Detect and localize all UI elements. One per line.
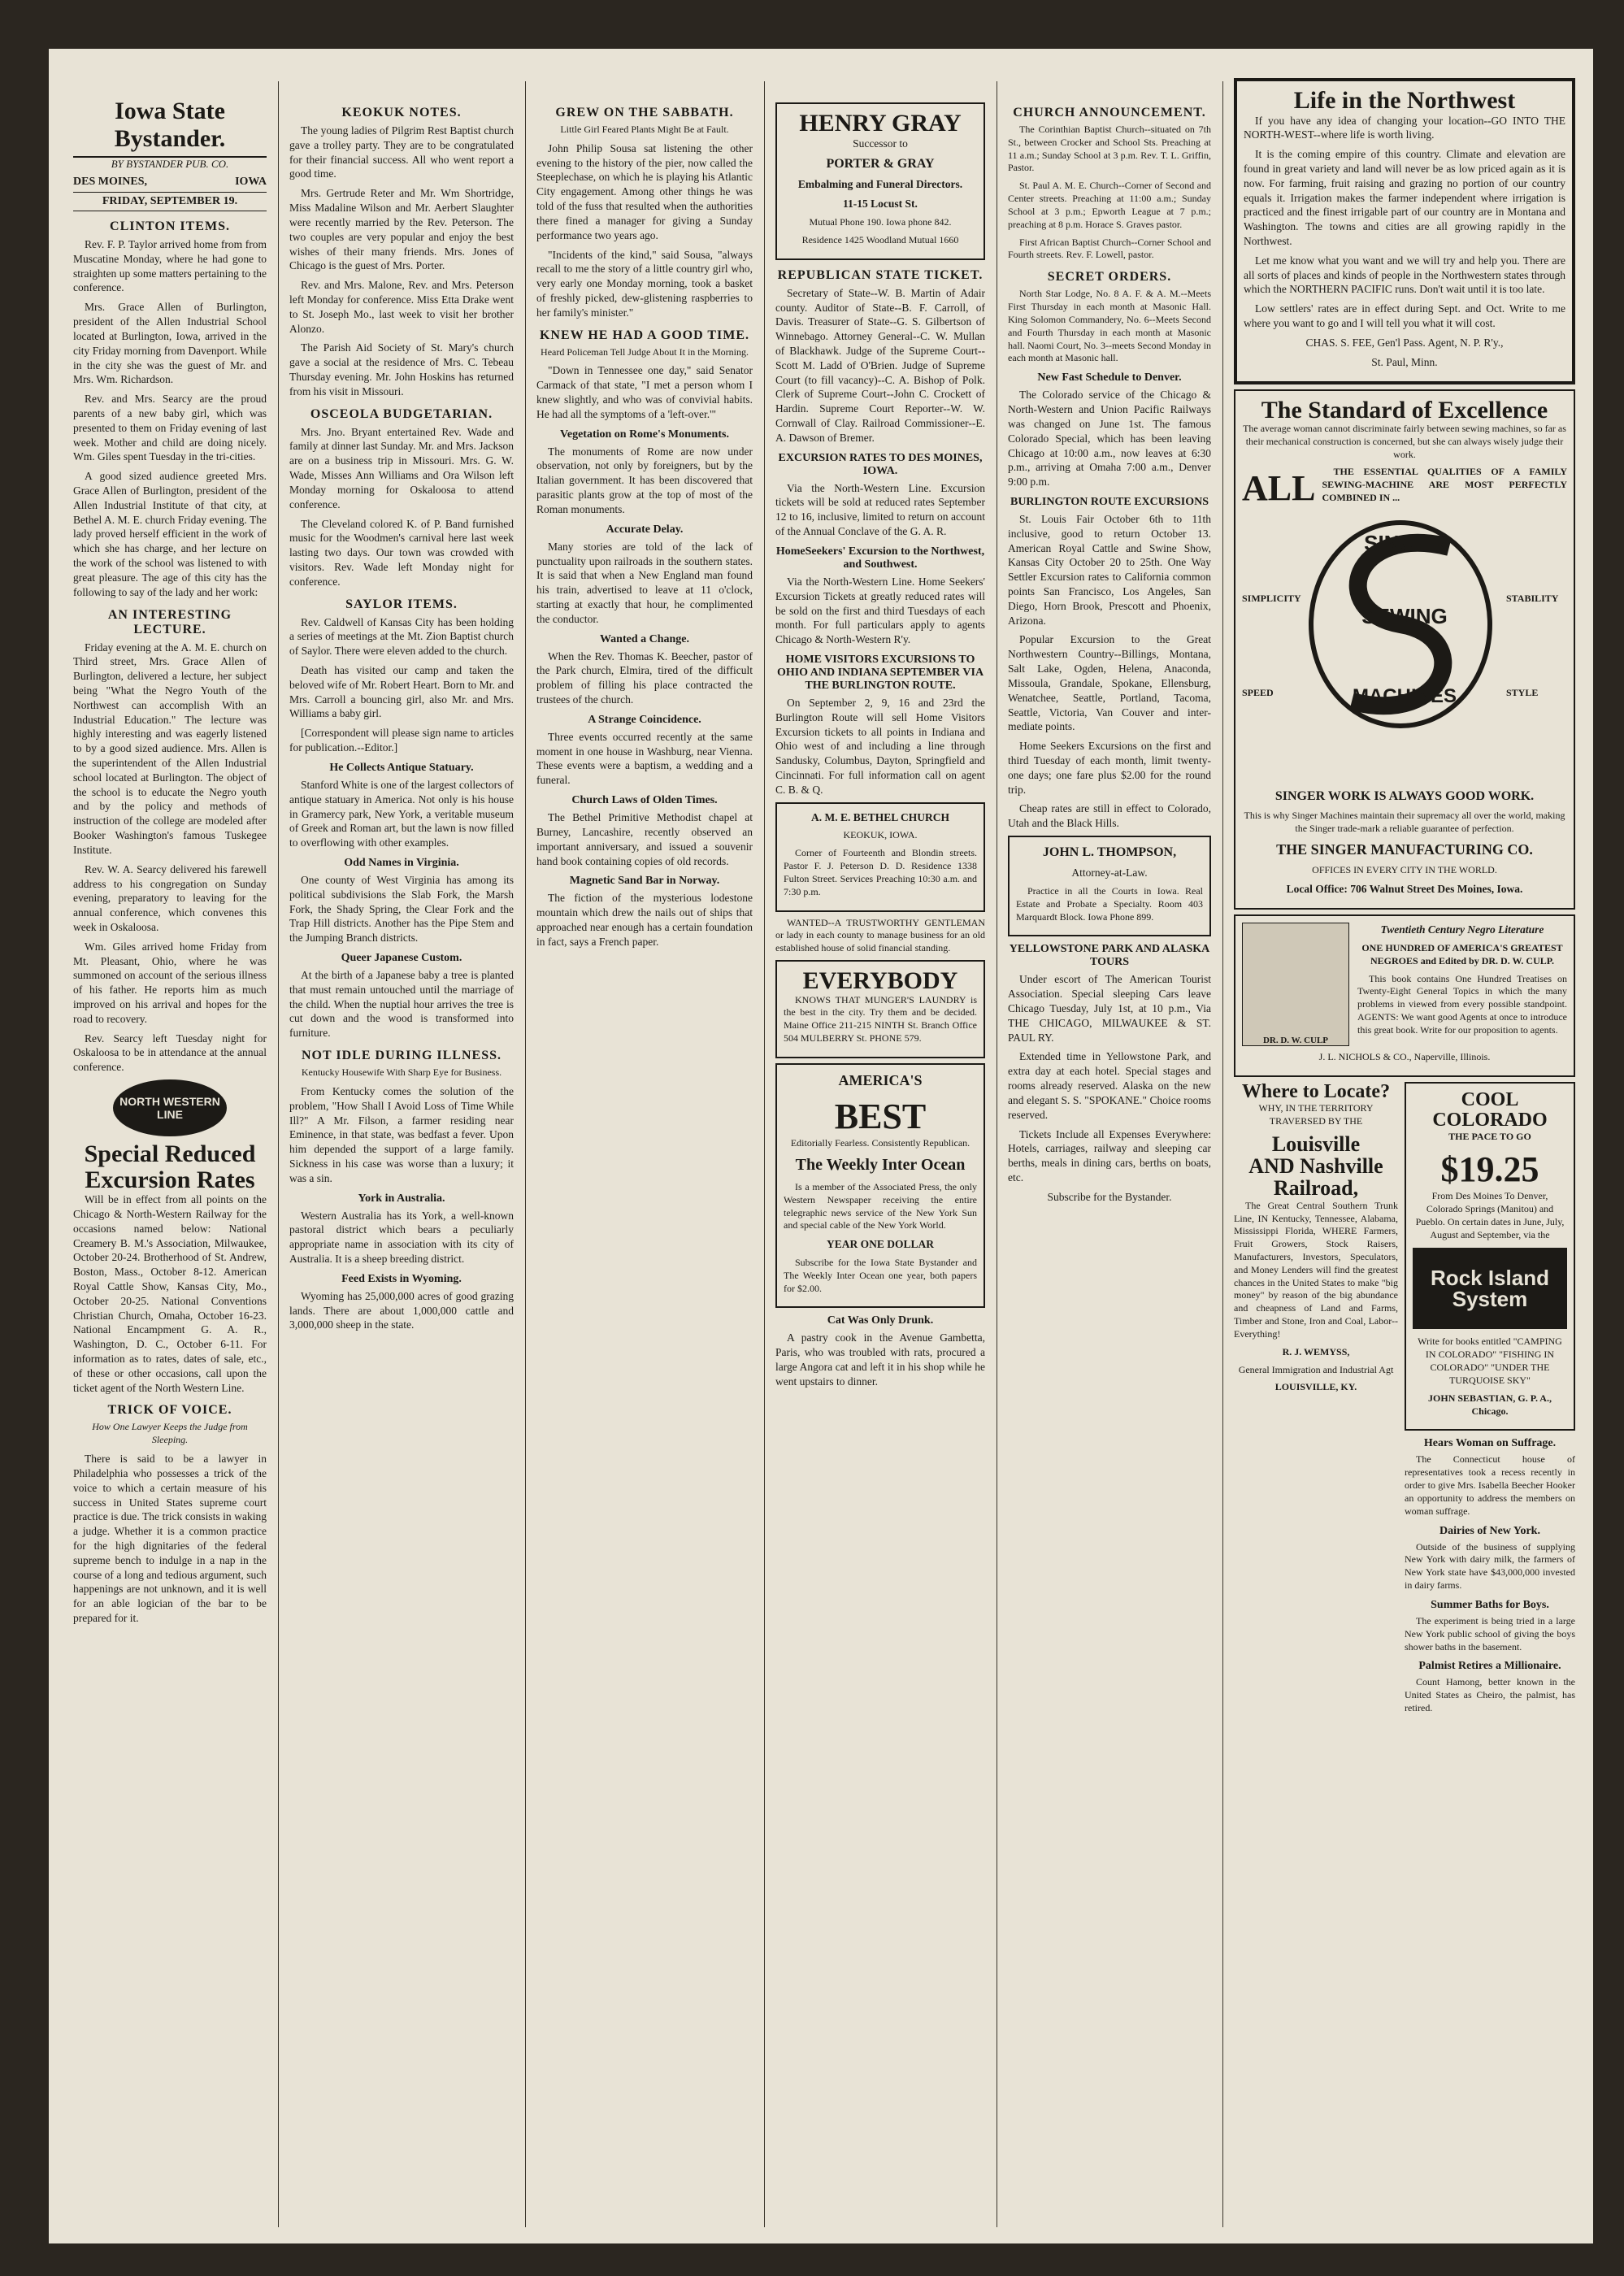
ad-intro: The average woman cannot discriminate fairly between sewing machines, so far as their mechanical construction is concerned, but she can always wisely judge their work. [1243, 423, 1566, 460]
news-item: "Down in Tennessee one day," said Senator Carmack of that state, "I met a person whom I knew slightly, and who was of convivial habits. He had all the symptoms of a 'left-over.'" [536, 364, 753, 420]
section-heading: Vegetation on Rome's Monuments. [560, 428, 729, 441]
ad-body: Is a member of the Associated Press, the only Western Newspaper receiving the entire telegraphic news service of the New York Sun and special cable of the New York World. [784, 1180, 977, 1231]
ad-quality: STABILITY [1506, 593, 1559, 605]
news-item: Mrs. Grace Allen of Burlington, president of the Allen Industrial School located at Burlington, Iowa, arrived in the city Friday morning from Davenport. While in the city she was the guest of Mr. and Mrs. Wm. Richardson. [73, 301, 267, 386]
ad-subtitle: WHY, IN THE TERRITORY TRAVERSED BY THE [1258, 1102, 1374, 1127]
section-heading: He Collects Antique Statuary. [329, 761, 474, 774]
ad-paper-name: The Weekly Inter Ocean [795, 1156, 966, 1175]
section-heading: Odd Names in Virginia. [344, 856, 459, 869]
news-item: The fiction of the mysterious lodestone mountain which drew the nails out of ships that approached near enough has a certain foundation in fact, says a French paper. [536, 892, 753, 948]
news-item: John Philip Sousa sat listening the other evening to the history of the pier, now called the Steeplechase, on which he is playing his Atlantic City engagement. Among other things he was told of the fuss that resulted when the authorities there fined a manager for giving a Sunday performance two years ago. [536, 141, 753, 241]
news-item: The Cleveland colored K. of P. Band furnished music for the Woodmen's carnival here last week lasting two days. Our town was crowded with visitors. Rev. Wade left Monday night for conference. [289, 517, 514, 588]
column-5 [1000, 98, 1219, 2227]
column-rule [764, 81, 765, 2227]
editor-note: [Correspondent will please sign name to articles for publication.--Editor.] [289, 727, 514, 754]
column-1 [65, 98, 275, 2227]
ad-title: AMERICA'S [838, 1071, 923, 1088]
section-heading: York in Australia. [358, 1192, 445, 1205]
news-item: From Kentucky comes the solution of the problem, "How Shall I Avoid Loss of Time While Ill?" A Mr. Filson, a farmer residing near Eminence, in that state, was bedfast a fever. Upon him depended the support of a large family. Sickness in his case was worse than a luxury; it was a sin. [289, 1084, 514, 1184]
ad-offer: YEAR ONE DOLLAR [826, 1238, 934, 1251]
portrait-image [1242, 923, 1349, 1046]
ad-signature: CHAS. S. FEE, Gen'l Pass. Agent, N. P. R'y., [1305, 336, 1504, 349]
ad-title: Where to Locate? [1241, 1080, 1391, 1102]
news-item: Outside of the business of supplying New York with dairy milk, the farmers of New York state have $43,000,000 invested in dairy farms. [1405, 1540, 1575, 1592]
section-heading: KNEW HE HAD A GOOD TIME. [539, 328, 750, 342]
section-heading: Hears Woman on Suffrage. [1423, 1437, 1557, 1450]
section-heading: Church Laws of Olden Times. [571, 794, 718, 807]
ad-body: KNOWS THAT MUNGER'S LAUNDRY is the best in the city. Try them and be decided. Maine Office 211-215 NINTH St. Branch Office 504 MULBERRY St. PHONE 579. [784, 993, 977, 1045]
section-heading: SAYLOR ITEMS. [345, 597, 458, 611]
section-heading: TRICK OF VOICE. [107, 1403, 232, 1418]
news-item: Mrs. Gertrude Reter and Mr. Wm Shortridge, Miss Madaline Wilson and Mr. Aerbert Slaughter were recently married by the Rev. Peterson. The two couples are very popular and enjoy the best wishes of their many friends. Mrs. Jones of Chicago is the guest of Mrs. Porter. [289, 187, 514, 272]
section-heading: NOT IDLE DURING ILLNESS. [302, 1049, 502, 1063]
section-heading: Dairies of New York. [1439, 1524, 1540, 1537]
news-item: A pastry cook in the Avenue Gambetta, Paris, who was troubled with rats, procured a large Angora cat and left it in his shop while he went upstairs to dinner. [775, 1331, 985, 1388]
news-item: Three events occurred recently at the same moment in one house in Washburg, near Vienna. These events were a baptism, a wedding and a funeral. [536, 730, 753, 787]
ad-signature: General Immigration and Industrial Agt [1238, 1363, 1394, 1375]
ad-quality: SIMPLICITY [1242, 593, 1301, 605]
ad-publisher: J. L. NICHOLS & CO., Naperville, Illinois. [1318, 1051, 1491, 1063]
excursion-ad-title: Special Reduced Excursion Rates [84, 1140, 256, 1193]
ad-body: From Des Moines To Denver, Colorado Springs (Manitou) and Pueblo. On certain dates in June, July, August and September, via the [1415, 1190, 1565, 1240]
masthead-state: IOWA [235, 176, 267, 188]
north-western-line-logo: NORTH WESTERN LINE [113, 1079, 227, 1136]
singer-logo-text: MACHINES [1352, 684, 1457, 707]
ad-line: Mutual Phone 190. Iowa phone 842. [809, 216, 952, 228]
news-item: Popular Excursion to the Great Northwestern Country--Billings, Montana, Salt Lake, Ogden, Helena, Anaconda, Missoula, Grandale, Spokane, Ellensburg, Wenatchee, Seattle, Portland, Tacoma, Seattle, Victoria, Van Couver and inter-mediate points. [1008, 633, 1211, 733]
subscribe-line: Subscribe for the Bystander. [1047, 1190, 1172, 1203]
news-item: At the birth of a Japanese baby a tree is planted that must remain untouched until the marriage of the child. When the nuptial hour arrives the tree is cut down and the wood is transformed into furniture. [289, 969, 514, 1040]
ad-title: The Standard of Excellence [1261, 396, 1548, 423]
news-item: The Bethel Primitive Methodist chapel at Burney, Lancashire, recently observed an important anniversary, and issued a souvenir hand book containing copies of old records. [536, 811, 753, 867]
news-item: On September 2, 9, 16 and 23rd the Burlington Route will sell Home Visitors Excursion tickets to all points in Indiana and Ohio west of and including a line through Sandusky, Columbus, Dayton, Springfield and Cincinnati. For full information call on agent C. B. & Q. [775, 696, 985, 796]
louisville-nashville-ad [1234, 1082, 1398, 1720]
northwest-ad [1234, 78, 1575, 384]
section-heading: HOME VISITORS EXCURSIONS TO OHIO AND INDIANA SEPTEMBER VIA THE BURLINGTON ROUTE. [776, 653, 984, 692]
ad-line: Residence 1425 Woodland Mutual 1660 [801, 233, 959, 245]
section-heading: REPUBLICAN STATE TICKET. [777, 267, 984, 282]
singer-ad [1234, 389, 1575, 910]
section-heading: SECRET ORDERS. [1047, 270, 1172, 284]
news-item: Home Seekers Excursions on the first and third Tuesday of each month, limit twenty-one days; one fare plus $2.00 for the round trip. [1008, 740, 1211, 796]
section-heading: A Strange Coincidence. [588, 713, 701, 726]
ad-body: It is the coming empire of this country. Climate and elevation are found in great variety and land will never be as low priced again as it is now. For farming, fruit raising and grazing no portion of our country equals it. Irrigation makes the farmer independent where irrigation is practiced and the finest irrigable part of our country are in Montana and Washington. The towns and cities are all growing rapidly in the Northwest. [1244, 148, 1565, 247]
ad-body: Let me know what you want and we will try and help you. There are all sorts of places and kinds of people in the Northwestern states through which the NORTHERN PACIFIC runs. Don't wait until it is too late. [1244, 254, 1565, 296]
masthead-publisher: BY BYSTANDER PUB. CO. [111, 158, 229, 170]
ad-title: COOL COLORADO [1432, 1088, 1548, 1131]
section-heading: BURLINGTON ROUTE EXCURSIONS [1010, 495, 1209, 508]
masthead-city: DES MOINES, [73, 176, 148, 188]
section-subheading: Little Girl Feared Plants Might Be at Fault. [560, 124, 729, 135]
ad-qualities: THE ESSENTIAL QUALITIES OF A FAMILY SEWING-MACHINE ARE MOST PERFECTLY COMBINED IN ... [1322, 466, 1567, 504]
news-item: Tickets Include all Expenses Everywhere: Hotels, carriages, railway and sleeping car berths, meals in dining cars, berths on boats, etc. [1008, 1127, 1211, 1184]
ad-line: Embalming and Funeral Directors. [797, 178, 963, 191]
newspaper-page [49, 49, 1593, 2243]
ad-body: This book contains One Hundred Treatises on Twenty-Eight General Topics in which the many problems in viewed from every possible standpoint. AGENTS: We want good Agents at once to introduce this great book. Write for our proposition to agents. [1357, 972, 1567, 1036]
portrait-caption: DR. D. W. CULP [1262, 1036, 1329, 1046]
news-item: Friday evening at the A. M. E. church on Third street, Mrs. Grace Allen of Burlington, delivered a lecture, her subject being "What the Negro Youth of the Northwest can accomplish With an Industrial Education." The lecture was highly interesting and was eagerly listened to by a good sized audience. Mrs. Allen is the superintendent of the Allen Industrial school located at Burlington. The object of the school is to educate the Negro youth and by the policy and methods of instruction of the college are modeled after Booker Washington's famous Tuskegee Institute. [73, 641, 267, 856]
church-listing: The Corinthian Baptist Church--situated on 7th St., between Crocker and School Sts. Preaching at 11 a.m.; Sunday School at 3 p.m. Rev. T. L. Griffin, Pastor. [1008, 124, 1211, 174]
section-subheading: How One Lawyer Keeps the Judge from Sleeping. [92, 1421, 248, 1446]
lodge-listing: North Star Lodge, No. 8 A. F. & A. M.--Meets First Thursday in each month at Masonic Hall. King Solomon Commandery, No. 6--Meets Second and Fourth Thursday in each month at Masonic hall. Naomi Court, No. 3--meets Second Monday in each month at Masonic hall. [1008, 288, 1211, 364]
railroad-name: AND Nashville [1248, 1154, 1383, 1179]
section-subheading: Heard Policeman Tell Judge About It in the Morning. [541, 345, 749, 358]
rock-island-logo: Rock Island System [1413, 1248, 1567, 1329]
section-heading: HomeSeekers' Excursion to the Northwest, and Southwest. [775, 545, 985, 571]
news-item: "Incidents of the kind," said Sousa, "always recall to me the story of a little country girl who, very early one Monday morning, took a basket of freshly picked, dew-glistening raspberries to her family's minister." [536, 248, 753, 319]
news-item: The monuments of Rome are now under observation, not only by foreigners, but by the Italian government. It has been discovered that parasitic plants grow at the top of most of the Roman monuments. [536, 445, 753, 515]
ad-price: $19.25 [1440, 1149, 1539, 1190]
section-heading: GREW ON THE SABBATH. [555, 106, 734, 119]
section-heading: CHURCH ANNOUNCEMENT. [1013, 106, 1206, 119]
ad-title: JOHN L. THOMPSON, [1042, 845, 1177, 859]
ad-title: HENRY GRAY [799, 110, 962, 137]
news-item: The Parish Aid Society of St. Mary's church gave a social at the residence of Mrs. C. Tebeau Thursday evening. Mr. John Hoskins has returned from his visit in Missouri. [289, 341, 514, 397]
masthead-title: Iowa State Bystander. [73, 98, 267, 158]
henry-gray-ad [775, 102, 985, 260]
ad-signature: JOHN SEBASTIAN, G. P. A., Chicago. [1428, 1392, 1552, 1417]
ad-title: EVERYBODY [802, 967, 958, 995]
section-subheading: Kentucky Housewife With Sharp Eye for Business. [301, 1066, 502, 1079]
news-item: A good sized audience greeted Mrs. Grace Allen of Burlington, president of the Allen Industrial Institute of that city, at Bethel A. M. E. church Friday evening. The lady proved herself efficient in the work of which she has charge, and her lecture on the work of the school was listened to with great pleasure. The age of this city has the following to say of the lady and her work: [73, 470, 267, 598]
news-item: Death has visited our camp and taken the beloved wife of Mr. Robert Heart. Born to Mr. and Mrs. Carroll a bouncing girl, also Mr. and Mrs. Williams a baby girl. [289, 664, 514, 720]
ad-signature: St. Paul, Minn. [1371, 355, 1438, 368]
ad-signature: R. J. WEMYSS, [1282, 1345, 1350, 1357]
negro-literature-ad [1234, 914, 1575, 1077]
section-heading: Summer Baths for Boys. [1431, 1598, 1549, 1611]
ad-subtitle: KEOKUK, IOWA. [843, 829, 918, 841]
news-item: Mrs. Jno. Bryant entertained Rev. Wade and family at dinner last Sunday. Mr. and Mrs. Jackson are on a business trip in Missouri. Mrs. G. W. Wade, Misses Ann Williams and Ora Wilson left Monday morning for Oskaloosa to attend conference. [289, 425, 514, 510]
section-heading: Feed Exists in Wyoming. [341, 1272, 462, 1285]
column-rule [525, 81, 526, 2227]
ad-subtitle: Editorially Fearless. Consistently Republican. [790, 1136, 970, 1149]
news-item: Many stories are told of the lack of punctuality upon railroads in the southern states. It is said that when a New England man found his train, advertised to leave at 11 o'clock, starting at exactly that hour, he complimented the conductor. [536, 540, 753, 625]
ad-title: A. M. E. BETHEL CHURCH [811, 810, 949, 823]
ad-subtitle: THE PACE TO GO [1448, 1131, 1531, 1143]
news-item: Rev. W. A. Searcy delivered his farewell address to his congregation on Sunday evening, preparatory to leaving for the annual conference, which convenes this week in Oskaloosa. [73, 862, 267, 933]
railroad-name: Louisville [1271, 1131, 1361, 1156]
column-3 [528, 98, 761, 2227]
ad-local-office: Local Office: 706 Walnut Street Des Moines, Iowa. [1286, 883, 1523, 896]
news-item: The young ladies of Pilgrim Rest Baptist church gave a trolley party. They are to be congratulated for their financial success. All who went report a good time. [289, 124, 514, 180]
section-heading: CLINTON ITEMS. [110, 219, 230, 233]
news-item: Rev. F. P. Taylor arrived home from from Muscatine Monday, where he had gone to straighten up some matters pertaining to the conference. [73, 238, 267, 294]
news-item: Count Hamong, better known in the United States as Cheiro, the palmist, has retired. [1405, 1676, 1575, 1714]
ad-line: PORTER & GRAY [826, 157, 935, 172]
colorado-ad [1405, 1082, 1575, 1720]
news-item: Cheap rates are still in effect to Colorado, Utah and the Black Hills. [1008, 802, 1211, 830]
thompson-attorney-ad [1008, 836, 1211, 936]
munger-laundry-ad [775, 960, 985, 1058]
railroad-name: Railroad, [1273, 1176, 1359, 1201]
ad-line: 11-15 Locust St. [843, 198, 918, 211]
news-item: One county of West Virginia has among its political subdivisions the Slab Fork, the Marsh Fork, the Shady Spring, the Clear Fork and the Trap Hill districts. Another has the Pipe Stem and the Jumping Branch districts. [289, 873, 514, 945]
ad-big-word: BEST [834, 1096, 927, 1136]
ad-body: If you have any idea of changing your location--GO INTO THE NORTH-WEST--where life is worth living. [1244, 114, 1565, 141]
column-rule [1222, 81, 1223, 2227]
section-heading: EXCURSION RATES TO DES MOINES, IOWA. [778, 451, 983, 477]
news-item: There is said to be a lawyer in Philadelphia who possesses a trick of the voice to which a certain measure of his success in United States supreme court practice is due. The trick consists in waking a judge. Whether it is a common practice for the high dignitaries of the federal supreme bench to indulge in a nap in the course of a long and tedious argument, such happenings are not unknown, and it is well for an able logician of the bar to be prepared for it. [73, 1453, 267, 1625]
section-heading: Cat Was Only Drunk. [827, 1314, 934, 1327]
news-item: Rev. Caldwell of Kansas City has been holding a series of meetings at the Mt. Zion Baptist church of Saylor. There were eleven added to the church. [289, 615, 514, 658]
ad-line: Successor to [853, 137, 908, 150]
ad-body: The Great Central Southern Trunk Line, IN Kentucky, Tennessee, Alabama, Mississippi Florida, WHERE Farmers, Fruit Growers, Stock Raisers, Manufacturers, Investors, Speculators, and Money Lenders will find the greatest chances in the United States to make "big money" by reason of the big abundance and cheapness of Land and Farms, Timber and Stone, Iron and Coal, Labor--Everything! [1234, 1199, 1398, 1340]
ad-company: THE SINGER MANUFACTURING CO. [1276, 840, 1533, 858]
news-item: Stanford White is one of the largest collectors of antique statuary in America. Not only is his house in Gramercy park, New York, a veritable museum of Greek and Roman art, but the lawn is now filled to overflowing with other examples. [289, 778, 514, 849]
ad-books: Write for books entitled "CAMPING IN COLORADO" "FISHING IN COLORADO" "UNDER THE TURQUOISE SKY" [1418, 1336, 1562, 1386]
news-item: Western Australia has its York, a well-known pastoral district which bears a peculiarly appropriate name in association with its city of Australia. It is a sheep breeding district. [289, 1209, 514, 1266]
section-heading: New Fast Schedule to Denver. [1037, 371, 1182, 384]
column-4 [767, 98, 993, 2227]
bethel-church-ad [775, 802, 985, 912]
ad-offer-body: Subscribe for the Iowa State Bystander and The Weekly Inter Ocean one year, both papers for $2.00. [784, 1256, 977, 1294]
section-heading: AN INTERESTING LECTURE. [107, 607, 232, 636]
singer-logo [1303, 515, 1506, 783]
news-item: Via the North-Western Line. Excursion tickets will be sold at reduced rates September 12 to 16, inclusive, limited to return on account of the Annual Conclave of the G. A. R. [775, 481, 985, 538]
section-heading: Palmist Retires a Millionaire. [1418, 1660, 1561, 1673]
news-item: The Colorado service of the Chicago & North-Western and Union Pacific Railways was changed on June 1st. The famous Colorado Special, which has been leaving Chicago at 10:00 a.m., now leaves at 6:30 p.m., arriving at Omaha 7:00 a.m., Denver 9:00 p.m. [1008, 389, 1211, 489]
church-listing: First African Baptist Church--Corner School and Fourth streets. Rev. F. Lowell, pastor. [1008, 236, 1211, 261]
ad-quality: SPEED [1242, 686, 1274, 698]
news-item: St. Louis Fair October 6th to 11th inclusive, good to return October 13. American Royal Cattle and Swine Show, Kansas City October 20 to 25th. One Way Settler Excursion rates to California common points San Francisco, Los Angeles, San Diego, Horn Brook, Prescott and Phoenix, Arizona. [1008, 512, 1211, 627]
issue-date: FRIDAY, SEPTEMBER 19. [73, 192, 267, 211]
ad-subtitle: ONE HUNDRED OF AMERICA'S GREATEST NEGROES and Edited by DR. D. W. CULP. [1361, 941, 1563, 966]
excursion-ad-body: Will be in effect from all points on the Chicago & North-Western Railway for the occasions named below: National Creamery B. M.'s Association, Milwaukee, October 20-24. Brotherhood of St. Andrew, Boston, Mass., October 8-12. American Royal Cattle Show, Kansas City, Mo., October 20-25. National Conventions Christian Church, Omaha, October 16-23. National Encampment G. A. R., Washington, D. C., October 6-11. For information as to rates, dates of sale, etc., of these or other occasions, call upon the ticket agent of the North Western Line. [73, 1193, 267, 1394]
news-item: Under escort of The American Tourist Association. Special sleeping Cars leave Chicago Tuesday, July 1st, at 10 p.m., Via THE CHICAGO, MILWAUKEE & ST. PAUL RY. [1008, 973, 1211, 1044]
ad-signature: LOUISVILLE, KY. [1274, 1381, 1357, 1393]
ad-tagline: SINGER WORK IS ALWAYS GOOD WORK. [1274, 788, 1535, 803]
classified-ad: WANTED--A TRUSTWORTHY GENTLEMAN or lady in each county to manage business for an old established house of solid financial standing. [775, 916, 985, 954]
news-item: The experiment is being tried in a large New York public school of giving the boys shower baths in the basement. [1405, 1614, 1575, 1653]
section-heading: YELLOWSTONE PARK AND ALASKA TOURS [1009, 943, 1210, 969]
section-heading: Magnetic Sand Bar in Norway. [569, 875, 720, 888]
news-item: When the Rev. Thomas K. Beecher, pastor of the Park church, Elmira, tired of the difficult problem of filling his place contracted the trustees of the church. [536, 649, 753, 706]
section-heading: OSCEOLA BUDGETARIAN. [310, 406, 493, 421]
news-item: Wm. Giles arrived home Friday from Mt. Pleasant, Ohio, where he was summoned on account of the serious illness of his father. He reports him as much improved on his arrival and hopes for the road to recovery. [73, 940, 267, 1025]
news-item: Extended time in Yellowstone Park, and extra day at each hotel. Special stages and rooms already reserved. Alaska on the new and elegant S. S. "SPOKANE." Choice rooms reserved. [1008, 1050, 1211, 1121]
news-item: Rev. and Mrs. Searcy are the proud parents of a new baby girl, which was presented to them on Friday evening of last week. Mother and child are doing nicely. Wm. Giles spent Tuesday in the tri-cities. [73, 393, 267, 463]
column-2 [281, 98, 522, 2227]
ad-body: Corner of Fourteenth and Blondin streets. Pastor F. J. Peterson D. D. Residence 1338 Fulton Street. Services Preaching 10:30 a.m. and 7:30 p.m. [784, 847, 977, 897]
news-item: Rev. Searcy left Tuesday night for Oskaloosa to be in attendance at the annual conference. [73, 1032, 267, 1074]
church-listing: St. Paul A. M. E. Church--Corner of Second and Center streets. Preaching at 11:00 a.m.; Sunday School at 3 p.m.; Epworth League at 7 p.m.; preaching at 8 p.m. Horace S. Graves pastor. [1008, 180, 1211, 230]
section-heading: KEOKUK NOTES. [341, 106, 462, 119]
news-item: The Connecticut house of representatives took a recess recently in order to give Mrs. Isabella Beecher Hooker an opportunity to address the members on woman suffrage. [1405, 1453, 1575, 1517]
news-item: Rev. and Mrs. Malone, Rev. and Mrs. Peterson left Monday for conference. Miss Etta Drake went to St. Joseph Mo., last week to visit her brother Alonzo. [289, 279, 514, 335]
ad-title: Life in the Northwest [1293, 87, 1516, 114]
news-item: Via the North-Western Line. Home Seekers' Excursion Tickets at greatly reduced rates will be sold on the first and third Tuesdays of each month. For full particulars apply to agents Chicago & North-Western R'y. [775, 575, 985, 646]
inter-ocean-ad [775, 1063, 985, 1309]
section-heading: Wanted a Change. [599, 632, 690, 645]
section-heading: Queer Japanese Custom. [341, 952, 462, 964]
ad-body: Practice in all the Courts in Iowa. Real Estate and Probate a Specialty. Room 403 Marquardt Block. Iowa Phone 899. [1016, 884, 1203, 923]
ad-offices: OFFICES IN EVERY CITY IN THE WORLD. [1312, 864, 1497, 876]
ad-subtitle: Attorney-at-Law. [1071, 867, 1148, 880]
singer-logo-text: SEWING [1361, 603, 1448, 628]
ad-body: Low settlers' rates are in effect during Sept. and Oct. Write to me where you want to go and I will tell you what it will cost. [1244, 302, 1565, 330]
news-item: Wyoming has 25,000,000 acres of good grazing lands. There are about 1,000,000 cattle and 3,000,000 sheep in the state. [289, 1289, 514, 1331]
ad-all: ALL [1242, 467, 1316, 508]
ad-title: Twentieth Century Negro Literature [1380, 923, 1544, 936]
news-item: Secretary of State--W. B. Martin of Adair county. Auditor of State--B. F. Carroll, of Davis. Treasurer of State--G. S. Gilbertson of Winnebago. Attorney General--C. W. Mullan of Blackhawk. Judge of the Supreme Court--Scott M. Ladd of O'Brien. Judge of Supreme Court (to fill vacancy)--C. A. Bishop of Polk. Clerk of Supreme Court--John C. Crockett of Hardin. Supreme Court Reporter--W. W. Cornwall of Clay. Railroad Commissioner--E. A. Dawson of Bremer. [775, 286, 985, 444]
singer-logo-text: SINGER [1364, 530, 1445, 555]
column-rule [278, 81, 279, 2227]
masthead-location [73, 176, 267, 189]
ad-quality: STYLE [1506, 686, 1539, 698]
ad-body: This is why Singer Machines maintain their supremacy all over the world, making the Singer trade-mark a reliable guarantee of perfection. [1244, 810, 1565, 834]
column-6 [1226, 73, 1583, 2227]
section-heading: Accurate Delay. [606, 523, 684, 536]
